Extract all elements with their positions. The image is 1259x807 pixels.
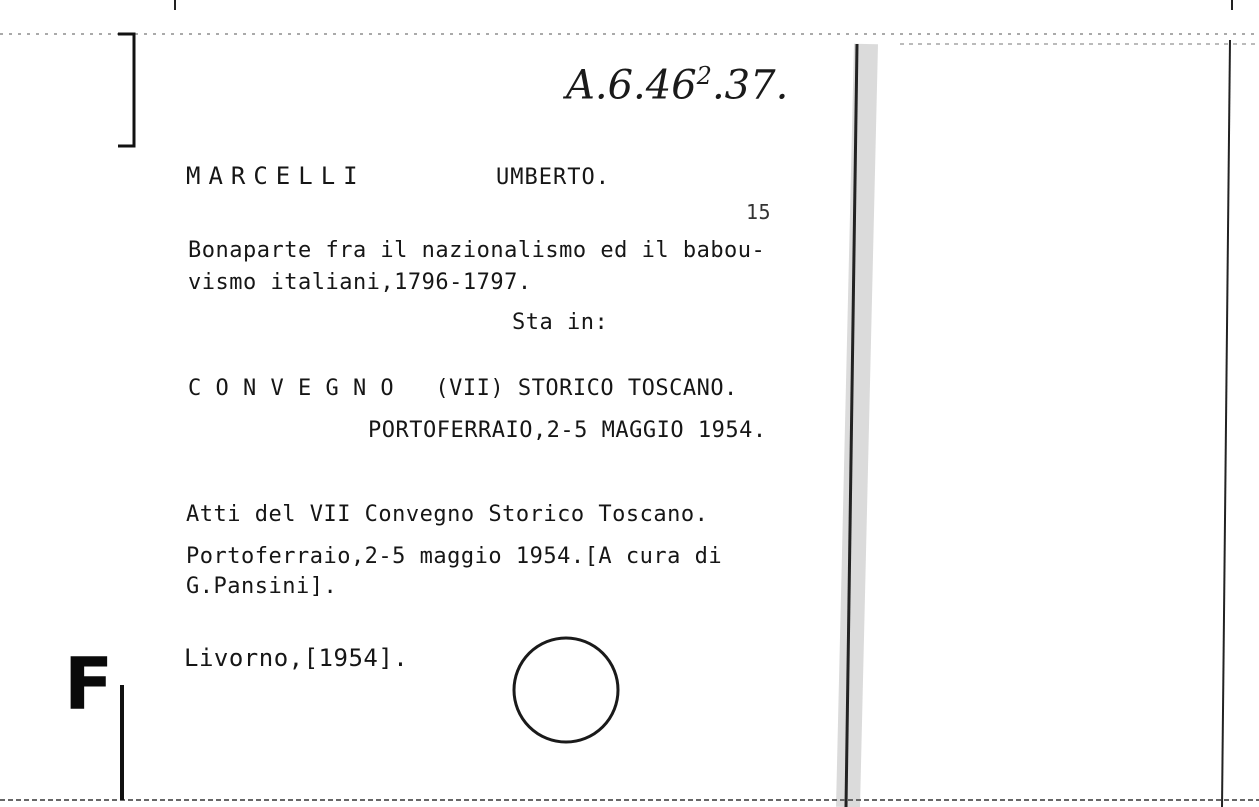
convegno-place: PORTOFERRAIO,2-5 MAGGIO 1954. [368,418,767,443]
convegno-heading: C O N V E G N O (VII) STORICO TOSCANO. [188,376,738,401]
author-firstname: UMBERTO. [496,165,610,190]
corner-letter: F [64,642,114,726]
call-number-superscript: 2 [696,62,712,90]
marginal-mark: 15 [746,200,772,224]
library-stamp-circle [514,638,618,742]
title-line-1: Bonaparte fra il nazionalismo ed il babou- [188,238,766,263]
title-line-2: vismo italiani,1796-1797. [188,270,532,295]
atti-line-3: G.Pansini]. [186,574,338,599]
atti-line-2: Portoferraio,2-5 maggio 1954.[A cura di [186,544,723,569]
author-surname: MARCELLI [186,162,366,190]
call-number-suffix: .37. [711,62,789,109]
call-number [566,62,788,108]
call-number-main: A.6.46 [566,62,697,109]
sta-in-label: Sta in: [512,310,609,335]
atti-line-1: Atti del VII Convegno Storico Toscano. [186,502,709,527]
imprint: Livorno,[1954]. [184,644,409,672]
